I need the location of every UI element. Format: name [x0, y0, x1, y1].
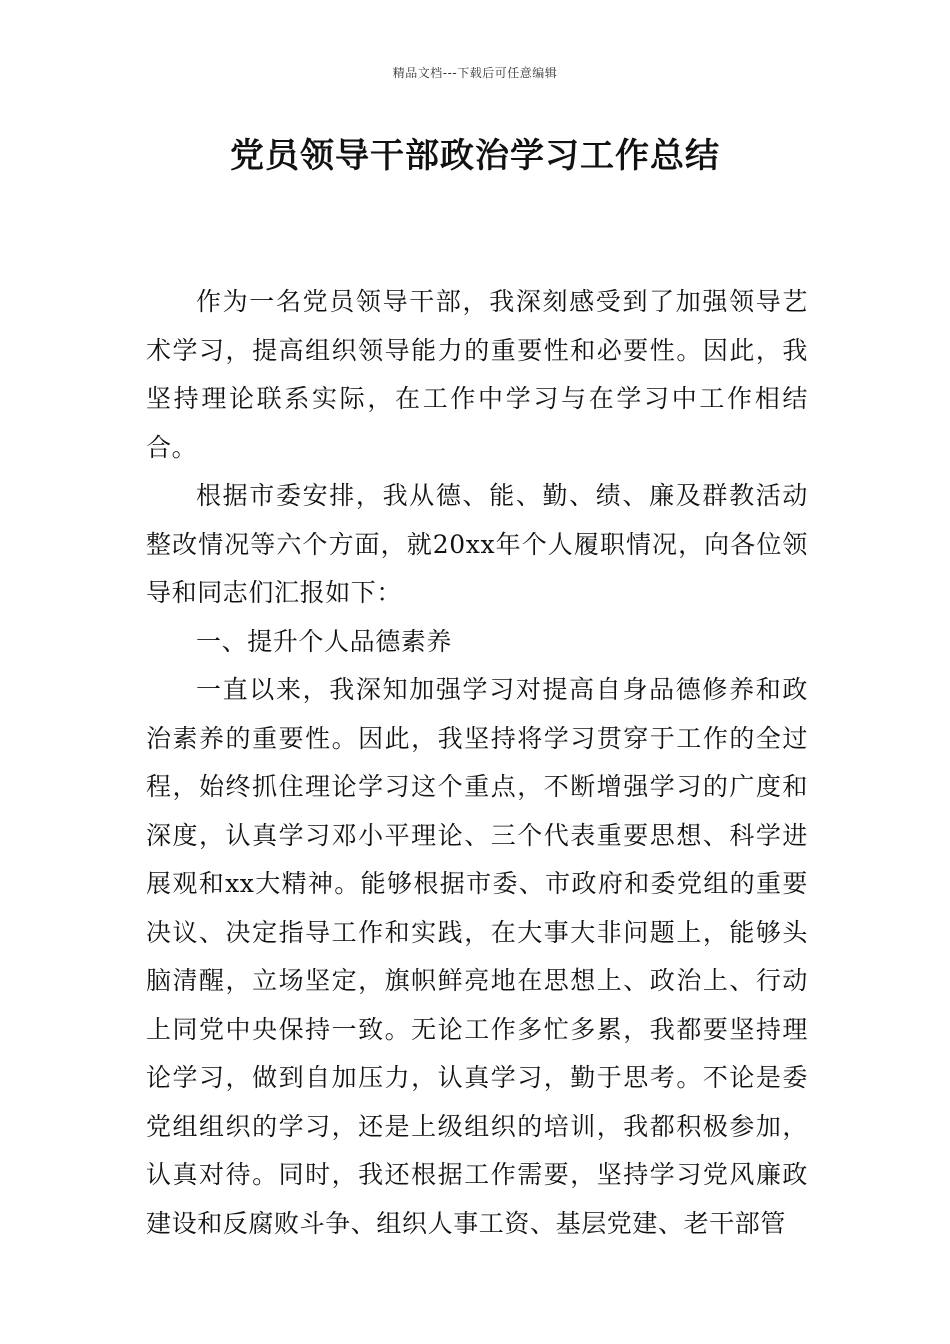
paragraph-section-1: 一直以来，我深知加强学习对提高自身品德修养和政治素养的重要性。因此，我坚持将学习贯穿于工作的全过程，始终抓住理论学习这个重点，不断增强学习的广度和深度，认真学习邓小平理论、三个代表重要思想、科学进展观和xx大精神。能够根据市委、市政府和委党组的重要决议、决定指导工作和实践，在大事大非问题上，能够头脑清醒，立场坚定，旗帜鲜亮地在思想上、政治上、行动上同党中央保持一致。无论工作多忙多累，我都要坚持理论学习，做到自加压力，认真学习，勤于思考。不论是委党组组织的学习，还是上级组织的培训，我都积极参加，认真对待。同时，我还根据工作需要，坚持学习党风廉政建设和反腐败斗争、组织人事工资、基层党建、老干部管 [146, 675, 808, 1238]
section-heading-1: 一、提升个人品德素养 [196, 626, 453, 656]
document-title: 党员领导干部政治学习工作总结 [230, 136, 720, 176]
paragraph-report-scope: 根据市委安排，我从德、能、勤、绩、廉及群教活动整改情况等六个方面，就20xx年个人履职情况，向各位领导和同志们汇报如下： [146, 481, 808, 607]
header-note: 精品文档---下载后可任意编辑 [392, 66, 558, 80]
document-body [146, 278, 808, 1248]
paragraph-intro: 作为一名党员领导干部，我深刻感受到了加强领导艺术学习，提高组织领导能力的重要性和必要性。因此，我坚持理论联系实际，在工作中学习与在学习中工作相结合。 [146, 287, 808, 462]
